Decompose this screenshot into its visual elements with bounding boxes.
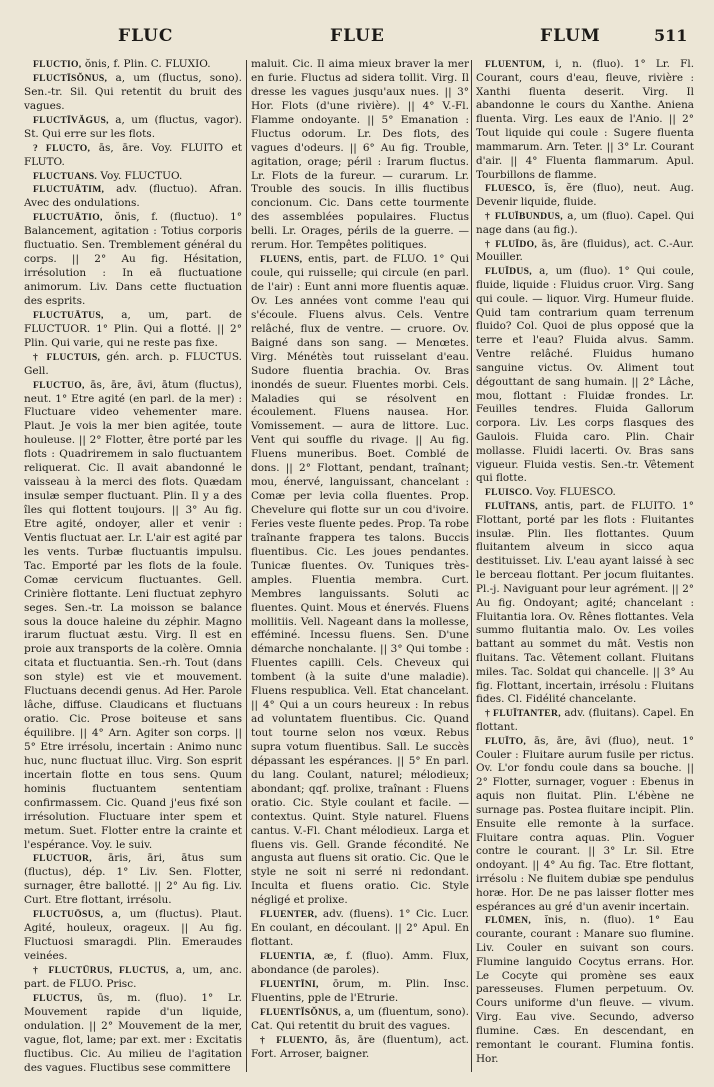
dictionary-entry bbox=[251, 908, 469, 950]
entry-headword: FLUENTIA, bbox=[260, 951, 315, 962]
entry-definition: ŏnis, f. (fluctuo). 1° Balancement, agitation : Totius corporis fluctuatio. Sen. Tremblement général du corps. || 2° Au fig. Hésitation, irrésolution : In eā fluctuatione animorum. Liv. Dans cette fluctuation des esprits. bbox=[24, 211, 242, 307]
entry-definition: ās, āre (fluidus), act. C.-Aur. Mouiller. bbox=[476, 237, 694, 264]
entry-definition: Voy. FLUESCO. bbox=[535, 486, 616, 499]
entry-headword: FLUCTUS, bbox=[33, 992, 83, 1004]
dictionary-entry bbox=[24, 58, 242, 72]
entry-headword: ? FLUCTO, bbox=[33, 142, 91, 154]
dictionary-entry bbox=[24, 142, 242, 170]
dictionary-entry bbox=[476, 210, 694, 238]
dictionary-entry bbox=[24, 351, 242, 379]
dictionary-entry bbox=[24, 908, 242, 964]
entry-definition: i, n. (fluo). 1° Lr. Fl. Courant, cours d'eau, fleuve, rivière : Xanthi fluenta deserit. Virg. Il abandonne le cours du Xanthe. Aniena fluenta. Virg. Les eaux de l'Anio. || 2° Tout liquide qui coule : Sugere fluenta mammarum. Arn. Teter. || 3° Lr. Courant d'air. || 4° Fluenta flammarum. Apul. Tourbillons de flamme. bbox=[476, 58, 694, 181]
entry-headword: FLUCTUĀTUS, bbox=[33, 309, 104, 321]
entry-headword: FLUCTUANS. bbox=[33, 170, 98, 182]
dictionary-entry bbox=[24, 852, 242, 908]
dictionary-entry bbox=[251, 978, 469, 1006]
dictionary-entry bbox=[476, 486, 694, 500]
entry-headword: FLUESCO, bbox=[485, 183, 536, 195]
page-number: 511 bbox=[654, 26, 688, 45]
entry-headword: † FLUCTŪRUS, FLUCTUS, bbox=[33, 964, 169, 976]
entry-headword: FLUĬTO, bbox=[485, 735, 527, 747]
entry-definition: ās, āre, āvi (fluo), neut. 1° Couler : Fluitare aurum fusile per rictus. Ov. L'or fondu coule dans sa bouche. || 2° Flotter, surnager, voguer : Ebenus in aquis non fluitat. Plin. L'ébène ne surnage pas. Postea fluitare incipit. Plin. Ensuite elle remonte à la surface. Fluitare contra aquas. Plin. Voguer contre le courant. || 3° Lr. Sil. Etre ondoyant. || 4° Au fig. Tac. Etre flottant, irrésolu : Ne fluitem dubiæ spe pendulus horæ. Hor. De ne pas laisser flotter mes espérances au gré d'un avenir incertain. bbox=[476, 734, 694, 913]
dictionary-entry bbox=[24, 992, 242, 1076]
entry-definition: Voy. FLUCTUO. bbox=[100, 169, 183, 182]
entry-headword: FLUISCO. bbox=[485, 487, 533, 499]
dictionary-entry bbox=[476, 914, 694, 1066]
entry-definition: a, um (fluctus, vagor). St. Qui erre sur les flots. bbox=[24, 113, 242, 140]
entry-definition: ās, āre, āvi, ātum (fluctus), neut. 1° Etre agité (en parl. de la mer) : Fluctuare video vehementer mare. Plaut. Je vois la mer bien agitée, toute houleuse. || 2° Flotter, être porté par les flots : Quadriremem in salo fluctuantem reliquerat. Cic. Il avait abandonné le vaisseau à la merci des flots. Quædam insulæ semper fluctuant. Plin. Il y a des îles qui flottent toujours. || 3° Au fig. Etre agité, ondoyer, aller et venir : Ventis fluctuat aer. Lr. L'air est agité par les vents. Turbæ fluctuantis impulsu. Tac. Emporté par les flots de la foule. Comæ cervicum fluctuantes. Gell. Crinière flottante. Leni fluctuat zephyro seges. Sen.-tr. La moisson se balance sous la douce haleine du zéphir. Magno irarum fluctuat æstu. Virg. Il est en proie aux transports de la colère. Omnia citata et fluctuantia. Sen.-rh. Tout (dans son style) est vie et mouvement. Fluctuans decendi genus. Ad Her. Parole lâche, diffuse. Claudicans et fluctuans oratio. Cic. Prose boiteuse et sans équilibre. || 4° Arn. Agiter son corps. || 5° Etre irrésolu, incertain : Animo nunc huc, nunc fluctuat illuc. Virg. Son esprit incertain flotte en tous sens. Quum hominis fluctuantem sententiam confirmassem. Cic. Quand j'eus fixé son irrésolution. Fluctuare inter spem et metum. Suet. Flotter entre la crainte et l'espérance. Voy. le suiv. bbox=[24, 378, 242, 851]
entry-definition: ūs, m. (fluo). 1° Lr. Mouvement rapide d'un liquide, ondulation. || 2° Mouvement de la mer, vague, flot, lame; par ext. mer : Excitatis fluctibus. Cic. Au milieu de l'agitation des vagues. Fluctibus sese committere bbox=[24, 991, 242, 1074]
dictionary-entry bbox=[24, 964, 242, 992]
entry-definition: a, um (fluctus). Plaut. Agité, houleux, orageux. || Au fig. Fluctuosi smaragdi. Plin. Emeraudes veinées. bbox=[24, 908, 242, 962]
dictionary-entry bbox=[24, 170, 242, 184]
entry-headword: FLUCTUO, bbox=[33, 379, 85, 391]
entry-definition: æ, f. (fluo). Amm. Flux, abondance (de paroles). bbox=[251, 950, 469, 976]
dictionary-entry bbox=[476, 707, 694, 735]
column-divider bbox=[471, 60, 472, 1072]
column-2 bbox=[251, 58, 469, 1076]
entry-headword: FLUENTER, bbox=[260, 909, 318, 921]
dictionary-entry bbox=[24, 211, 242, 309]
entry-definition: ās, āre. Voy. FLUITO et FLUTO. bbox=[24, 141, 242, 168]
entry-definition: a, um (fluo). 1° Qui coule, fluide, liquide : Fluidus cruor. Virg. Sang qui coule. — liquor. Virg. Humeur fluide. Quid tam contrarium quam terrenum fluido? Col. Quoi de plus opposé que la terre et l'eau? Fluida alvus. Samm. Ventre relâché. Fluidus humano sanguine victus. Ov. Aliment tout dégouttant de sang humain. || 2° Lâche, mou, flottant : Fluidæ frondes. Lr. Feuilles tendres. Fluida Gallorum corpora. Liv. Les corps flasques des Gaulois. Fluida caro. Plin. Chair mollasse. Fluidi lacerti. Ov. Bras sans vigueur. Fluida vestis. Sen.-tr. Vêtement qui flotte. bbox=[476, 265, 694, 485]
dictionary-entry bbox=[251, 1034, 469, 1062]
dictionary-entry bbox=[476, 735, 694, 915]
entry-definition: āris, āri, ātus sum (fluctus), dép. 1° Liv. Sen. Flotter, surnager, être ballotté. || 2° Au fig. Liv. Curt. Etre flottant, irrésolu. bbox=[24, 852, 242, 907]
entry-headword: † FLUĬTANTER, bbox=[485, 708, 561, 720]
dictionary-entry bbox=[24, 183, 242, 211]
entry-headword: † FLUĬBUNDUS, bbox=[485, 210, 563, 222]
dictionary-entry bbox=[24, 114, 242, 142]
page-header bbox=[0, 26, 714, 52]
column-1 bbox=[24, 58, 242, 1076]
column-divider bbox=[246, 60, 247, 1072]
entry-headword: FLUCTĪVĂGUS, bbox=[33, 114, 109, 126]
entry-definition: a, um (fluctus, sono). Sen.-tr. Sil. Qui retentit du bruit des vagues. bbox=[24, 71, 242, 112]
entry-headword: FLUĬTANS, bbox=[485, 501, 538, 512]
entry-definition: adv. (fluitans). Capel. En flottant. bbox=[476, 707, 694, 733]
dictionary-entry bbox=[476, 182, 694, 210]
entry-headword: † FLUENTO, bbox=[260, 1034, 328, 1046]
column-3 bbox=[476, 58, 694, 1076]
dictionary-entry bbox=[476, 265, 694, 486]
entry-definition: ās, āre (fluentum), act. Fort. Arroser, baigner. bbox=[251, 1033, 469, 1060]
running-head-left: FLUC bbox=[118, 26, 174, 46]
running-head-center: FLUE bbox=[330, 26, 385, 46]
entry-headword: FLUCTUĀTIO, bbox=[33, 212, 103, 224]
entry-definition: a, um, anc. part. de FLUO. Prisc. bbox=[24, 963, 242, 990]
entry-definition: ōrum, m. Plin. Insc. Fluentins, pple de l'Etrurie. bbox=[251, 977, 469, 1004]
dictionary-entry bbox=[24, 72, 242, 114]
entry-definition: maluit. Cic. Il aima mieux braver la mer en furie. Fluctus ad sidera tollit. Virg. Il dresse les vagues jusqu'aux nues. || 3° Hor. Flots (d'une rivière). || 4° V.-Fl. Flamme ondoyante. || 5° Emanation : Fluctus odorum. Lr. Des flots, des vagues d'odeurs. || 6° Au fig. Trouble, agitation, orage; péril : Irarum fluctus. Lr. Flots de la fureur. — curarum. Lr. Trouble des soucis. In illis fluctibus concionum. Cic. Dans cette tourmente des assemblées populaires. Fluctus belli. Lr. Orages, périls de la guerre. — rerum. Hor. Tempêtes politiques. bbox=[251, 58, 469, 252]
dictionary-entry bbox=[476, 500, 694, 707]
dictionary-entry bbox=[476, 58, 694, 182]
entry-definition: ĭs, ĕre (fluo), neut. Aug. Devenir liquide, fluide. bbox=[476, 182, 694, 209]
entry-headword: † FLUĬDO, bbox=[485, 238, 538, 250]
entry-definition: entis, part. de FLUO. 1° Qui coule, qui ruisselle; qui circule (en parl. de l'air) : Eunt anni more fluentis aquæ. Ov. Les années vont comme l'eau qui s'écoule. Fluens alvus. Cels. Ventre relâché, flux de ventre. — cruore. Ov. Baigné dans son sang. — Menœtes. Virg. Ménétès tout ruisselant d'eau. Sudore fluentia brachia. Ov. Bras inondés de sueur. Fluentes morbi. Cels. Maladies qui se résolvent en écoulement. Fluens nausea. Hor. Vomissement. — aura de littore. Luc. Vent qui souffle du rivage. || Au fig. Fluens muneribus. Boet. Comblé de dons. || 2° Flottant, pendant, traînant; mou, énervé, languissant, chancelant : Comæ per levia colla fluentes. Prop. Chevelure qui flotte sur un cou d'ivoire. Feries veste fluente pedes. Prop. Ta robe traînante frappera tes talons. Buccis fluentibus. Cic. Les joues pendantes. Tunicæ fluentes. Ov. Tuniques très-amples. Fluentia membra. Curt. Membres languissants. Soluti ac fluentes. Quint. Mous et énervés. Fluens mollitiis. Vell. Nageant dans la mollesse, efféminé. Incessu fluens. Sen. D'une démarche nonchalante. || 3° Qui tombe : Fluentes capilli. Cels. Cheveux qui tombent (à la suite d'une maladie). Fluens respublica. Vell. Etat chancelant. || 4° Qui a un cours heureux : In rebus ad voluntatem fluentibus. Cic. Quand tout tourne selon nos vœux. Rebus supra votum fluentibus. Sall. Le succès dépassant les espérances. || 5° En parl. du lang. Coulant, naturel; mélodieux; abondant; qqf. prolixe, traînant : Fluens oratio. Cic. Style coulant et facile. — contextus. Quint. Style naturel. Fluens cantus. V.-Fl. Chant mélodieux. Larga et fluens vis. Gell. Grande fécondité. Ne angusta aut fluens sit oratio. Cic. Que le style ne soit ni serré ni redondant. Inculta et fluens oratio. Cic. Style négligé et prolixe. bbox=[251, 253, 469, 907]
dictionary-entry bbox=[251, 253, 469, 908]
entry-definition: ŏnis, f. Plin. C. FLUXIO. bbox=[84, 58, 211, 70]
entry-definition: antis, part. de FLUITO. 1° Flottant, porté par les flots : Fluitantes insulæ. Plin. Iles flottantes. Quum fluitantem alveum in sicco aqua destituisset. Liv. L'eau ayant laissé à sec le berceau flottant. Per jocum fluitantes. Pl.-j. Naviguant pour leur agrément. || 2° Au fig. Ondoyant; agité; chancelant : Fluitantia lora. Ov. Rênes flottantes. Vela summo fluitantia malo. Ov. Les voiles battant au sommet du mât. Vestis non fluitans. Tac. Vêtement collant. Fluitans miles. Tac. Soldat qui chancelle. || 3° Au fig. Flottant, incertain, irrésolu : Fluitans fides. Cl. Fidélité chancelante. bbox=[476, 500, 694, 706]
entry-headword: FLUCTUOR, bbox=[33, 853, 92, 865]
entry-definition: a, um (fluentum, sono). Cat. Qui retentit du bruit des vagues. bbox=[251, 1005, 469, 1032]
entry-headword: † FLUCTUIS, bbox=[33, 351, 101, 363]
dictionary-entry bbox=[24, 309, 242, 351]
entry-headword: FLUENTĬSŎNUS, bbox=[260, 1006, 341, 1018]
entry-definition: a, um (fluo). Capel. Qui nage dans (au fig.). bbox=[476, 209, 694, 236]
entry-headword: FLUENTUM, bbox=[485, 59, 545, 70]
entry-headword: FLŪMEN, bbox=[485, 915, 532, 927]
entry-headword: FLUENS, bbox=[260, 254, 303, 266]
dictionary-entry bbox=[251, 58, 469, 253]
entry-definition: ĭnis, n. (fluo). 1° Eau courante, courant : Manare suo flumine. Liv. Couler en suivant son cours. Flumine languido Cocytus errans. Hor. Le Cocyte qui promène ses eaux paresseuses. Flumen perpetuum. Ov. Cours uniforme d'un fleuve. — vivum. Virg. Eau vive. Secundo, adverso flumine. Cæs. En descendant, en remontant le courant. Flumina fontis. Hor. bbox=[476, 914, 694, 1065]
dictionary-entry bbox=[476, 238, 694, 266]
entry-headword: FLUCTUĀTIM, bbox=[33, 184, 105, 196]
entry-definition: gén. arch. p. FLUCTUS. Gell. bbox=[24, 350, 242, 377]
entry-definition: a, um, part. de FLUCTUOR. 1° Plin. Qui a flotté. || 2° Plin. Qui varie, qui ne reste pas fixe. bbox=[24, 308, 242, 349]
entry-definition: adv. (fluctuo). Afran. Avec des ondulations. bbox=[24, 183, 242, 210]
entry-headword: FLUCTĪSŎNUS, bbox=[33, 72, 108, 84]
entry-headword: FLUCTUŌSUS, bbox=[33, 909, 104, 921]
entry-headword: FLUENTĪNI, bbox=[260, 978, 319, 990]
entry-headword: FLUCTIO, bbox=[33, 59, 82, 70]
dictionary-entry bbox=[251, 950, 469, 978]
entry-definition: adv. (fluens). 1° Cic. Lucr. En coulant, en découlant. || 2° Apul. En flottant. bbox=[251, 908, 469, 949]
running-head-right: FLUM bbox=[540, 26, 601, 46]
entry-headword: FLUĬDUS, bbox=[485, 266, 532, 278]
dictionary-entry bbox=[24, 379, 242, 853]
dictionary-entry bbox=[251, 1006, 469, 1034]
